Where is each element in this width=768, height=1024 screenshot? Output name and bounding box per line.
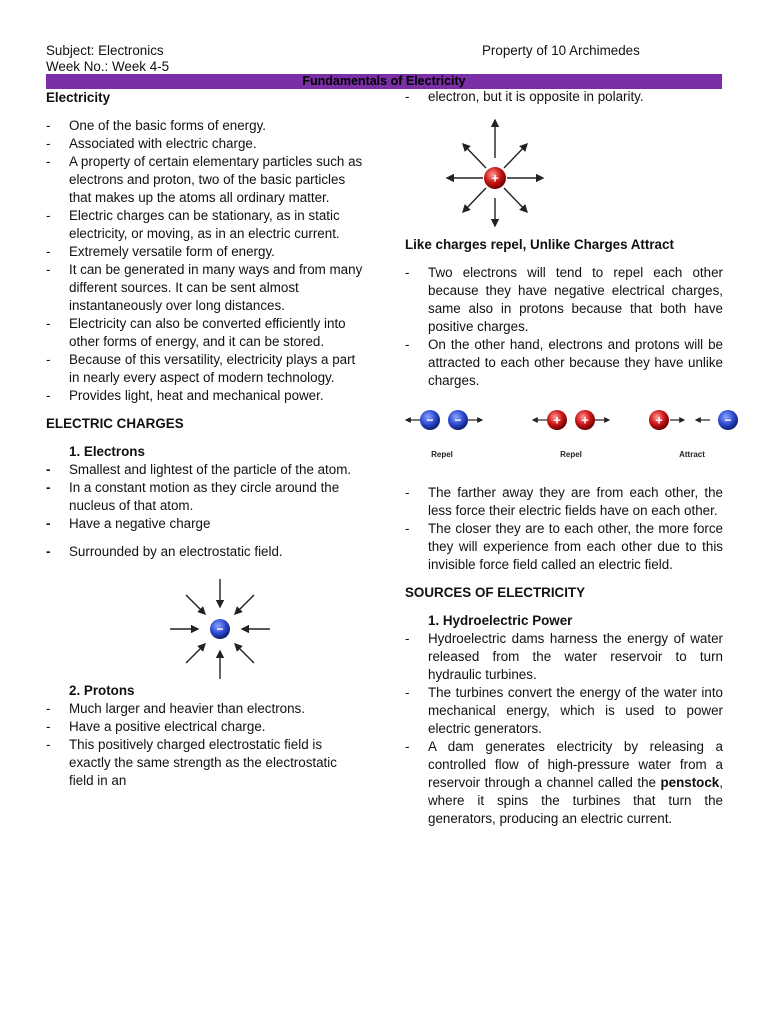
electric-charges-heading: ELECTRIC CHARGES <box>46 416 184 431</box>
electrons-list <box>46 461 364 561</box>
week-label: Week No.: Week 4-5 <box>46 59 170 74</box>
hydroelectric-heading: 1. Hydroelectric Power <box>428 613 573 628</box>
list-item: - On the other hand, electrons and protons will be attracted to each other because they have unlike charges. <box>405 336 723 390</box>
list-item: - It can be generated in many ways and from many different sources. It can be sent almost instantaneously over long distances. <box>46 261 364 315</box>
electron-field-icon <box>46 569 364 679</box>
list-item: - One of the basic forms of energy. <box>46 117 364 135</box>
protons-continuation <box>405 88 723 106</box>
svg-text:−: − <box>426 413 434 427</box>
right-column <box>405 88 732 828</box>
property-label: Property of 10 Archimedes <box>482 43 640 58</box>
list-item: - electron, but it is opposite in polarity. <box>405 88 723 106</box>
protons-heading: 2. Protons <box>69 683 135 698</box>
electrons-heading: 1. Electrons <box>69 444 145 459</box>
sources-heading: SOURCES OF ELECTRICITY <box>405 585 586 600</box>
svg-text:+: + <box>655 412 663 428</box>
list-item: - Have a negative charge <box>46 515 364 533</box>
list-item: - Electric charges can be stationary, as in static electricity, or moving, as in an electric current. <box>46 207 364 243</box>
charge-interaction-icon <box>400 406 740 466</box>
list-item: - The turbines convert the energy of the water into mechanical energy, which is used to power electric generators. <box>405 684 723 738</box>
list-item: - Because of this versatility, electricity plays a part in nearly every aspect of modern technology. <box>46 351 364 387</box>
svg-text:−: − <box>724 413 732 427</box>
list-item <box>405 738 723 828</box>
list-item: - Surrounded by an electrostatic field. <box>46 543 364 561</box>
dam-text-pre: A dam generates electricity by releasing a controlled flow of high-pressure water from a reservoir through a channel called the <box>428 739 723 790</box>
repel-label: Repel <box>560 450 582 459</box>
list-item: - Provides light, heat and mechanical power. <box>46 387 364 405</box>
list-item: - The farther away they are from each other, the less force their electric fields have on each other. <box>405 484 723 520</box>
list-item: - Electricity can also be converted efficiently into other forms of energy, and it can be stored. <box>46 315 364 351</box>
title-banner: Fundamentals of Electricity <box>46 74 722 89</box>
distance-list <box>405 484 723 574</box>
like-charges-heading: Like charges repel, Unlike Charges Attract <box>405 237 674 252</box>
list-item: - Hydroelectric dams harness the energy of water released from the water reservoir to turn hydraulic turbines. <box>405 630 723 684</box>
attract-label: Attract <box>679 450 705 459</box>
proton-field-icon <box>405 108 723 228</box>
protons-list <box>46 700 364 790</box>
list-item: - Have a positive electrical charge. <box>46 718 364 736</box>
repel-label: Repel <box>431 450 453 459</box>
svg-text:−: − <box>454 413 462 427</box>
list-item: - The closer they are to each other, the more force they will experience from each other due to this invisible force field called an electric field. <box>405 520 723 574</box>
electricity-list <box>46 117 364 405</box>
list-item: - Extremely versatile form of energy. <box>46 243 364 261</box>
hydro-list <box>405 630 723 828</box>
svg-text:−: − <box>216 622 224 636</box>
dam-text-post: , where it spins the turbines that turn the generators, producing an electric current. <box>428 775 723 826</box>
list-item: - In a constant motion as they circle around the nucleus of that atom. <box>46 479 364 515</box>
electricity-heading: Electricity <box>46 90 111 105</box>
list-item: - A property of certain elementary particles such as electrons and proton, two of the basic particles that makes up the atoms all ordinary matter. <box>46 153 364 207</box>
list-item: - This positively charged electrostatic field is exactly the same strength as the electrostatic field in an <box>46 736 364 790</box>
penstock-term: penstock <box>660 775 720 790</box>
svg-text:+: + <box>581 412 589 428</box>
svg-text:+: + <box>553 412 561 428</box>
like-charges-list <box>405 264 723 390</box>
left-column <box>46 88 364 790</box>
subject-label: Subject: Electronics <box>46 43 164 58</box>
list-item: - Associated with electric charge. <box>46 135 364 153</box>
svg-text:+: + <box>491 170 499 186</box>
list-item: - Much larger and heavier than electrons. <box>46 700 364 718</box>
list-item: - Smallest and lightest of the particle of the atom. <box>46 461 364 479</box>
list-item: - Two electrons will tend to repel each other because they have negative electrical charges, same also in protons because that both have positive charges. <box>405 264 723 336</box>
